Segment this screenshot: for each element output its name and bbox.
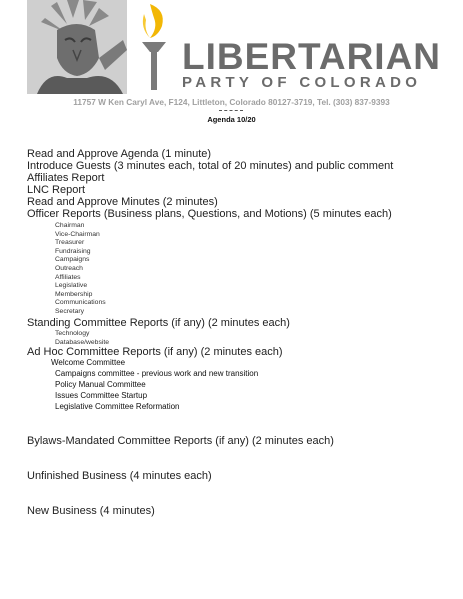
torch-logo [136,0,176,100]
party-name: LIBERTARIAN [182,36,442,77]
bylaws-committee-heading: Bylaws-Mandated Committee Reports (if any) (2 minutes each) [27,435,334,447]
standing-committee-heading: Standing Committee Reports (if any) (2 minutes each) [27,317,290,329]
officer-item: Chairman [55,222,85,229]
divider-line [219,110,243,111]
agenda-item: Read and Approve Minutes (2 minutes) [27,196,218,208]
letterhead [0,0,463,124]
officer-item: Communications [55,299,106,307]
agenda-item: Affiliates Report [27,172,105,184]
officer-item: Vice-Chairman [55,230,100,238]
agenda-item: Read and Approve Agenda (1 minute) [27,148,212,160]
officer-item: Fundraising [55,247,91,255]
party-subtitle: PARTY OF COLORADO [182,74,422,91]
adhoc-committee-item: Campaigns committee - previous work and new transition [55,369,259,378]
unfinished-business-heading: Unfinished Business (4 minutes each) [27,470,212,482]
new-business-heading: New Business (4 minutes) [27,505,155,517]
officer-item: Affiliates [55,273,81,281]
standing-committee-item: Technology [55,330,90,337]
officer-item: Campaigns [55,256,90,264]
officer-item: Membership [55,290,93,298]
standing-committee-item: Database/website [55,338,110,346]
adhoc-committee-item: Welcome Committee [51,358,126,367]
adhoc-committee-item: Policy Manual Committee [55,380,146,389]
agenda-title: Agenda 10/20 [207,115,256,124]
statue-of-liberty-image [27,0,127,94]
officer-item: Treasurer [55,239,85,247]
party-address: 11757 W Ken Caryl Ave, F124, Littleton, Colorado 80127-3719, Tel. (303) 837-9393 [73,97,390,107]
agenda-item: Introduce Guests (3 minutes each, total of 20 minutes) and public comment [27,160,394,172]
officer-item: Outreach [55,265,83,272]
officer-item: Secretary [55,308,85,315]
adhoc-committee-item: Legislative Committee Reformation [55,402,180,411]
adhoc-committee-heading: Ad Hoc Committee Reports (if any) (2 minutes each) [27,346,283,358]
adhoc-committee-item: Issues Committee Startup [55,391,148,400]
officer-item: Legislative [55,282,88,290]
agenda-item: LNC Report [27,184,86,196]
agenda-item: Officer Reports (Business plans, Questions, and Motions) (5 minutes each) [27,208,392,220]
